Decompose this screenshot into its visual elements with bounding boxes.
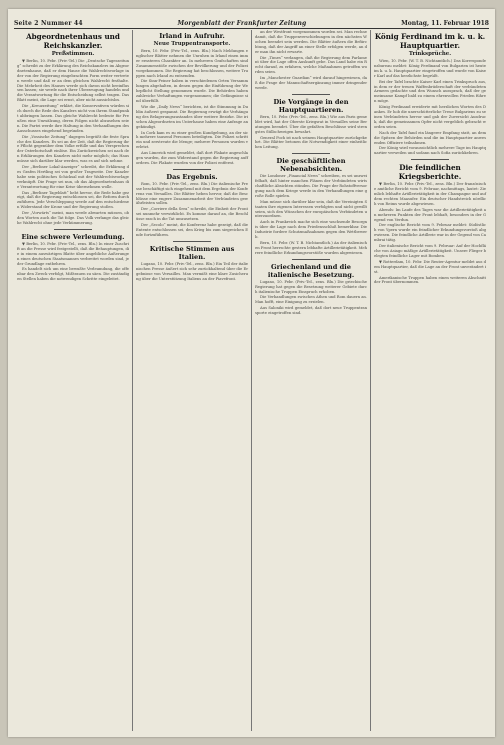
article-headline: Die geschäftlichen Nebenabsichten. bbox=[276, 157, 346, 174]
article-paragraph: ▼ Berlin, 10. Febr. (Priv.-Tel., zens. Bln.) Der französische amtliche Bericht vom 9. Februar, nachmittags, lautet: Ziemlich lebhafte Artillerietätigkeit in der Champagne und auf dem rechten Maasufer. Ein deutscher Handstreich nördlich von Reims wurde abgewiesen. bbox=[374, 181, 486, 206]
article-paragraph: Die Sinn-Feiner haben in verschiedenen Orten Versammlungen abgehalten, in denen gegen die Einführung der Wehrpflicht Stellung genommen wurde. Die Behörden haben zahlreiche Verhaftungen vorgenommen; die Gefängnisse sind überfüllt. bbox=[136, 78, 248, 104]
article-headline: Das Ergebnis. bbox=[166, 172, 218, 181]
article-paragraph: Nach der Tafel fand ein längerer Empfang statt, an dem die Spitzen der Behörden und die im Hauptquartier anwesenden Offiziere teilnahmen. bbox=[374, 129, 486, 145]
column-3 bbox=[252, 30, 371, 731]
article-paragraph: Der italienische Bericht vom 9. Februar: Auf der Hochfläche von Asiago mäßige Artillerietätigkeit. Unsere Flieger belegten feindliche Lager mit Bomben. bbox=[374, 243, 486, 258]
newspaper-page bbox=[8, 9, 495, 737]
article-paragraph: Bern, 10. Febr. (Priv.-Tel., zens. Bln.) Wie aus Paris gemeldet wird, hat der Oberste Kriegsrat in Versailles seine Beratungen beendet. Über die gefaßten Beschlüsse wird strengstes Stillschweigen bewahrt. bbox=[255, 113, 367, 134]
article-paragraph: Der „Vorwärts“ meint, man werde abwarten müssen, ob den Worten auch die Tat folge. Das Volk verlange das gleiche Wahlrecht ohne jede Verkümmerung. bbox=[17, 210, 129, 225]
article-paragraph: Bern, 10. Febr. (Priv.-Tel., zens. Bln.) Nach Meldungen englischer Blätter nehmen die Unruhen in Irland einen immer ernsteren Charakter an. In mehreren Grafschaften sind Zusammenstöße zwischen der Bevölkerung und der Polizei vorgekommen. Die Regierung hat beschlossen, weitere Truppen nach Irland zu entsenden. bbox=[136, 48, 248, 78]
article-paragraph: Abends: Im Laufe des Tages war die Artillerietätigkeit an mehreren Punkten der Front lebhaft, besonders in der Gegend von Verdun. bbox=[374, 206, 486, 222]
article-paragraph: Die Londoner „Financial News“ schreiben, es sei unzweifelhaft, daß hinter manchen Plänen der Verbündeten wirtschaftliche Absichten stünden. Die Frage der Rohstoffversorgung nach dem Kriege werde in den Verhandlungen eine große Rolle spielen. bbox=[255, 173, 367, 198]
article-paragraph: Auch in Frankreich mache sich eine wachsende Besorgnis über die Lage nach dem Friedensschluß bemerkbar. Die Industrie fordere Schutzmaßnahmen gegen den Wettbewerb. bbox=[255, 219, 367, 240]
article-headline: Abgeordnetenhaus und Reichskanzler. bbox=[26, 32, 120, 50]
article-headline: Griechenland und die italienische Besetzung. bbox=[267, 262, 355, 279]
article-divider bbox=[411, 159, 449, 160]
article-headline: Irland in Aufruhr. bbox=[159, 32, 225, 40]
article-headline: Die Vorgänge in den Hauptquartieren. bbox=[273, 97, 349, 114]
article-paragraph: Der englische Bericht vom 9. Februar meldet: Südöstlich von Ypern wurde ein feindlicher Erkundungsvorstoß abgewiesen. Die feindliche Artillerie war in der Gegend von Cambrai tätig. bbox=[374, 222, 486, 243]
article-paragraph: ▼ Rotterdam, 10. Febr. Die Reuter-Agentur meldet aus dem Hauptquartier, daß die Lage an der Front unverändert ist. bbox=[374, 258, 486, 274]
article-paragraph: Die „Kreuzzeitung“ erklärt, die Konservativen würden sich durch die Rede des Kanzlers nicht von ihrem Standpunkt abbringen lassen. Das gleiche Wahlrecht bedeute für Preußen eine Umwälzung, deren Folgen nicht abzusehen seien. Die Partei werde ihre Haltung in den Verhandlungen des Ausschusses eingehend begründen. bbox=[17, 103, 129, 133]
article-divider bbox=[54, 229, 92, 230]
article-paragraph: Die „Vossische Zeitung“ dagegen begrüßt die feste Sprache des Kanzlers. Es sei an der Zeit, daß die Regierung ihre Pflicht gegenüber dem Volke erfülle und das Versprechen der Osterbotschaft einlöse. Ein Zurückweichen sei nach den Erklärungen des Kanzlers nicht mehr möglich; das Haus müsse sich darüber klar werden, was es auf sich nehme. bbox=[17, 133, 129, 164]
article-paragraph: In Cork kam es zu einer großen Kundgebung, an der sich mehrere tausend Personen beteiligten. Die Polizei schritt ein und zerstreute die Menge; mehrere Personen wurden verletzt. bbox=[136, 129, 248, 150]
article-paragraph: Lugano, 10. Febr. (Priv.-Tel., zens. Bln.) Ein Teil der italienischen Presse äußert sich sehr zurückhaltend über die Ergebnisse von Versailles. Man vermißt eine klare Zusicherung über die Unterstützung Italiens an der Piavefront. bbox=[136, 260, 248, 281]
article-paragraph: an der Westfront vorgenommen worden sei. Man rechne damit, daß die Truppenverschiebungen in den nächsten Wochen beendet sein werden. Die Blätter äußern die Befürchtung, daß der Angriff an einer Stelle erfolgen werde, an der man ihn nicht erwarte. bbox=[255, 30, 367, 54]
article-paragraph: Der „Secolo“ meint, die Konferenz habe gezeigt, daß die Entente entschlossen sei, den Krieg bis zum siegreichen Ende fortzuführen. bbox=[136, 222, 248, 237]
article-subheadline: Trinksprüche. bbox=[408, 51, 452, 57]
article-divider bbox=[292, 259, 330, 260]
column-4 bbox=[371, 30, 489, 731]
article-subheadline: Neue Truppentransporte. bbox=[153, 41, 231, 47]
article-paragraph: Aus Limerick wird gemeldet, daß dort Plakate angeschlagen wurden, die zum Widerstand gegen die Regierung auffordern. Die Plakate wurden von der Polizei entfernt. bbox=[136, 150, 248, 165]
article-headline: Die feindlichen Kriegsberichte. bbox=[398, 163, 462, 182]
page-number: Seite 2 Nummer 44 bbox=[14, 20, 83, 27]
issue-date: Montag, 11. Februar 1918 bbox=[401, 20, 489, 27]
article-paragraph: ▼ Berlin, 10. Febr. (Priv.-Tel.) Die „Deutsche Tageszeitung“ schreibt zu der Erklärung des Reichskanzlers im Abgeordnetenhause, daß er dem Hause die Wahlrechtsvorlage in der von der Regierung eingebrachten Form weiter vertreten werde und daß er an dem gleichen Wahlrecht festhalte. Die Mehrheit des Hauses werde sich davon nicht beeinflussen lassen; sie werde nach ihrer Überzeugung handeln und die Verantwortung für die Entscheidung selbst tragen. Das Blatt meint, die Lage sei ernst, aber nicht aussichtslos. bbox=[17, 58, 130, 103]
article-paragraph: König Ferdinand erwiderte mit herzlichen Worten des Dankes. Er hob die unerschütterliche Treue Bulgariens zu seinen Verbündeten hervor und gab der Zuversicht Ausdruck, daß die gemeinsamen Opfer nicht vergeblich gebracht worden seien. bbox=[374, 104, 486, 129]
article-paragraph: General Foch ist nach seinem Hauptquartier zurückgekehrt. Die Blätter betonen die Notwendigkeit einer einheitlichen Leitung. bbox=[255, 134, 367, 150]
article-divider bbox=[173, 241, 211, 242]
article-paragraph: Wien, 10. Febr. (W. T. B. Nichtamtlich.) Das Korrespondenzbureau meldet: König Ferdinand von Bulgarien ist heute im k. u. k. Hauptquartier eingetroffen und wurde von Kaiser Karl auf das herzlichste begrüßt. bbox=[374, 58, 486, 78]
column-2 bbox=[133, 30, 252, 731]
article-paragraph: Der „Berliner Lokal-Anzeiger“ schreibt, die Erklärung des Grafen Hertling sei von großer Tragweite. Der Kanzler habe sein politisches Schicksal mit der Wahlrechtsvorlage verknüpft. Die Frage sei nun, ob das Abgeordnetenhaus die Verantwortung für eine Krise übernehmen wolle. bbox=[17, 164, 129, 189]
article-paragraph: Die „Times“ verlangen, daß die Regierung dem Parlament über die Lage offen Auskunft gebe. Das Land habe ein Recht darauf, zu erfahren, welche Maßnahmen getroffen worden seien. bbox=[255, 54, 367, 75]
article-paragraph: Im „Manchester Guardian“ wird darauf hingewiesen, daß die Frage der Mannschaftsergänzung immer dringender werde. bbox=[255, 75, 367, 90]
article-paragraph: Aus Saloniki wird gemeldet, daß dort neue Truppentransporte eingetroffen sind. bbox=[255, 305, 367, 316]
column-container bbox=[14, 30, 489, 731]
article-paragraph: Man müsse sich darüber klar sein, daß die Vereinigten Staaten ihre eigenen Interessen verfolgten und nicht gewillt seien, sich den Wünschen der europäischen Verbündeten unterzuordnen. bbox=[255, 198, 367, 219]
article-paragraph: ▼ Berlin, 10. Febr. (Priv.-Tel., zens. Bln.) In einer Zuschrift an die Presse wird festgestellt, daß die Behauptungen, die in einem auswärtigen Blatte über angebliche Äußerungen eines deutschen Staatsmannes verbreitet worden sind, jeder Grundlage entbehren. bbox=[17, 240, 129, 266]
article-paragraph: Lugano, 10. Febr. (Priv.-Tel., zens. Bln.) Die griechische Regierung hat gegen die Besetzung weiterer Gebiete durch italienische Truppen Einspruch erhoben. bbox=[255, 278, 367, 294]
article-paragraph: Es handelt sich um eine bewußte Verleumdung, die offenbar den Zweck verfolgt, Mißtrauen zu säen. Die zuständigen Stellen haben die notwendigen Schritte eingeleitet. bbox=[17, 266, 129, 282]
article-subheadline: Preßstimmen. bbox=[51, 51, 95, 57]
article-paragraph: Der „Corriere della Sera“ schreibt, die Einheit der Front sei nunmehr verwirklicht. Es komme darauf an, die Beschlüsse rasch in die Tat umzusetzen. bbox=[136, 206, 248, 222]
masthead-title: Morgenblatt der Frankfurter Zeitung bbox=[177, 20, 307, 27]
page-header bbox=[14, 15, 489, 29]
column-1 bbox=[14, 30, 133, 731]
article-divider bbox=[292, 94, 330, 95]
article-paragraph: Amerikanische Truppen haben einen weiteren Abschnitt der Front übernommen. bbox=[374, 274, 486, 285]
article-paragraph: Das „Berliner Tageblatt“ hebt hervor, die Rede habe gezeigt, daß die Regierung entschlossen sei, die Reform durchzuführen. Jede Verschleppung werde auf den entschiedenen Widerstand der Krone und der Regierung stoßen. bbox=[17, 189, 129, 210]
article-divider bbox=[173, 169, 211, 170]
article-headline: Kritische Stimmen aus Italien. bbox=[149, 244, 235, 261]
article-divider bbox=[292, 153, 330, 154]
article-paragraph: Der König wird voraussichtlich mehrere Tage im Hauptquartier verweilen und sodann nach Sofia zurückkehren. bbox=[374, 145, 486, 156]
article-paragraph: Wie die „Daily News“ berichten, ist die Stimmung in Dublin äußerst gespannt. Die Regierung erwägt die Verhängung des Belagerungszustandes über weitere Bezirke. Die irischen Abgeordneten im Unterhause haben eine Anfrage angekündigt. bbox=[136, 103, 248, 129]
article-headline: Eine schwere Verleumdung. bbox=[21, 232, 125, 241]
article-paragraph: Die Verhandlungen zwischen Athen und Rom dauern an. Man hofft, eine Einigung zu erzielen. bbox=[255, 294, 367, 305]
article-paragraph: Bern, 10. Febr. (W. T. B. Nichtamtlich.) An der italienischen Front herrschte gestern lebhafte Artillerietätigkeit. Mehrere feindliche Erkundungsvorstöße wurden abgewiesen. bbox=[255, 240, 367, 255]
article-headline: König Ferdinand im k. u. k. Hauptquartier. bbox=[374, 32, 486, 50]
article-paragraph: Bei der Tafel brachte Kaiser Karl einen Trinkspruch aus, in dem er der treuen Waffenbrüderschaft der verbündeten Armeen gedachte und den Wunsch aussprach, daß der gemeinsame Kampf bald zu einem ehrenvollen Frieden führen möge. bbox=[374, 78, 486, 104]
article-paragraph: Rom, 10. Febr. (Priv.-Tel., zens. Bln.) Die italienische Presse beschäftigt sich eingehend mit dem Ergebnis der Konferenz von Versailles. Die Blätter heben hervor, daß die Beschlüsse eine engere Zusammenarbeit der Verbündeten gewährleisten sollen. bbox=[136, 180, 248, 206]
